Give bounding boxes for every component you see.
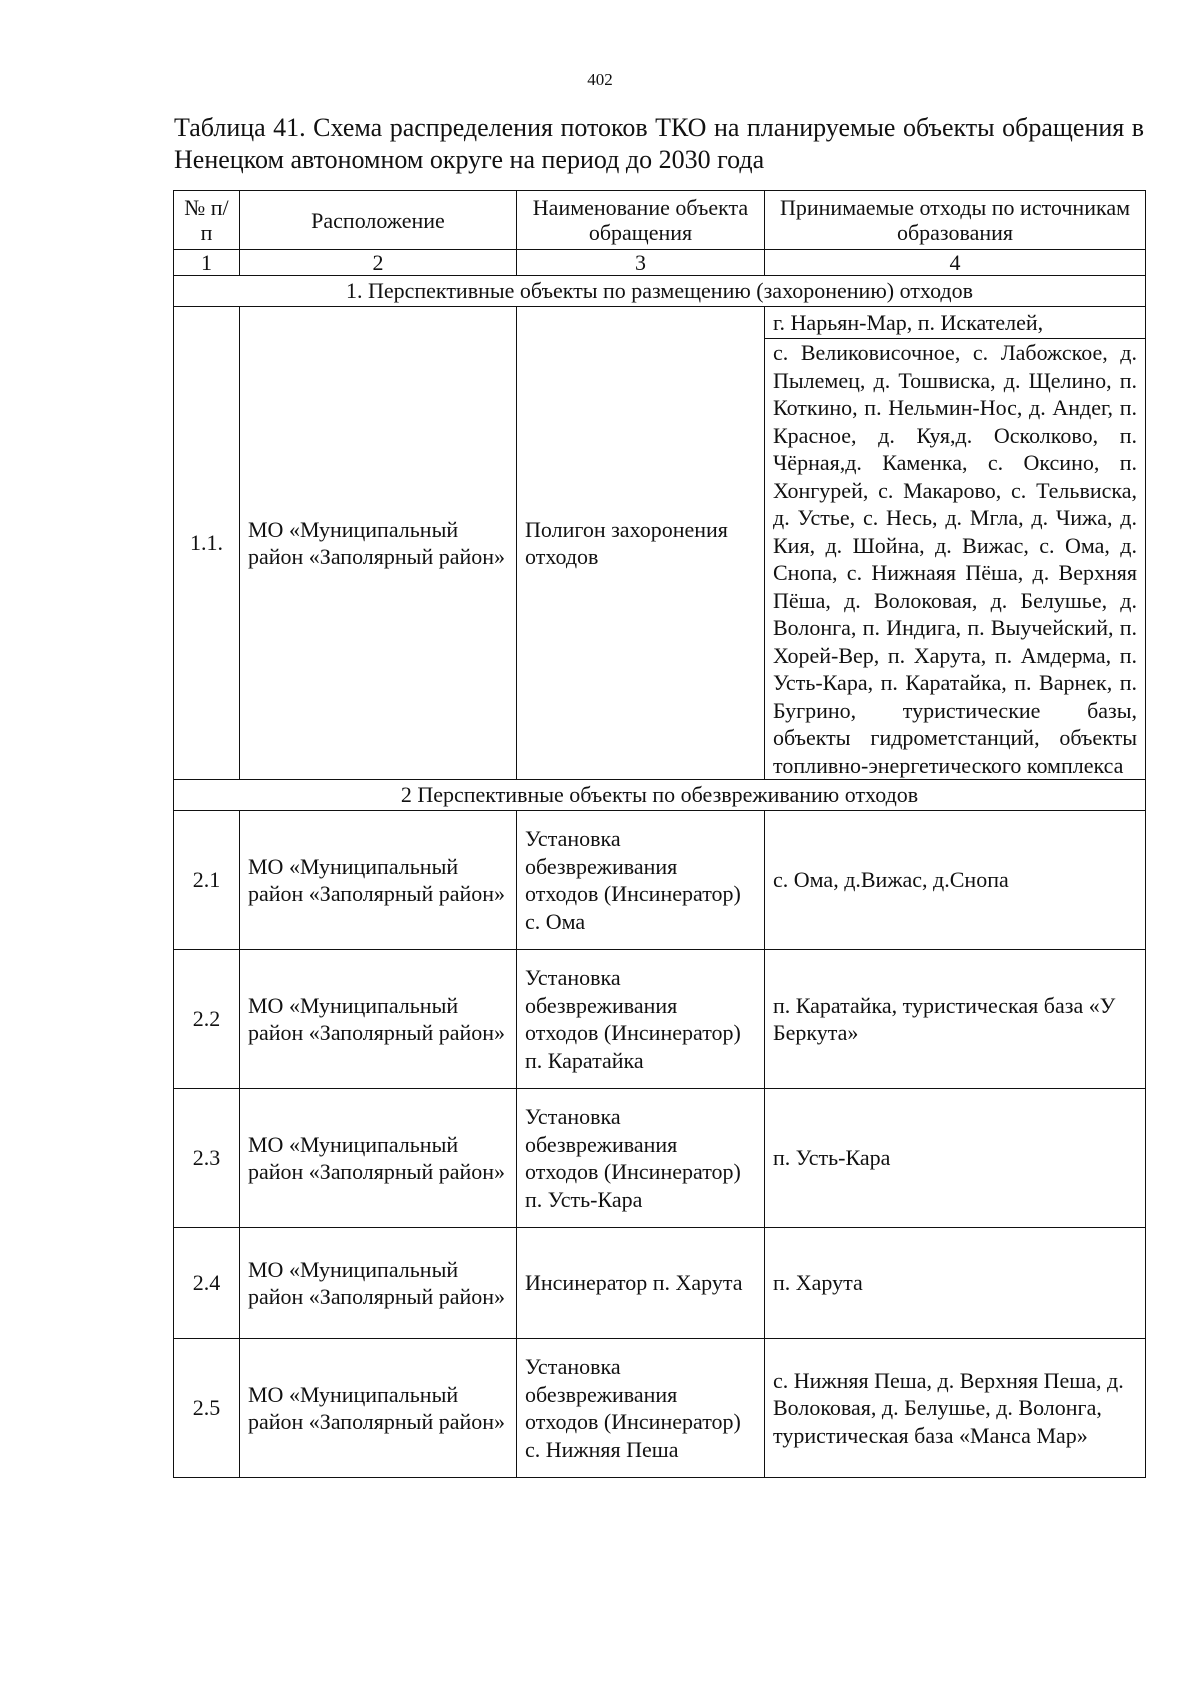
row-location: МО «Муниципальный район «Заполярный район» <box>240 1228 517 1339</box>
column-number-row <box>174 250 1146 276</box>
row-object-name: Установка обезвреживания отходов (Инсинератор) п. Каратайка <box>517 950 765 1089</box>
table-row <box>174 1089 1146 1228</box>
row-sources-first: г. Нарьян-Мар, п. Искателей, <box>765 307 1146 339</box>
row-object-name: Установка обезвреживания отходов (Инсинератор) п. Усть-Кара <box>517 1089 765 1228</box>
section-row <box>174 780 1146 811</box>
row-number: 2.2 <box>174 950 240 1089</box>
table-row <box>174 1228 1146 1339</box>
header-waste-sources: Принимаемые отходы по источникам образования <box>765 191 1146 250</box>
column-number: 3 <box>517 250 765 276</box>
header-location: Расположение <box>240 191 517 250</box>
row-number: 2.4 <box>174 1228 240 1339</box>
section-title-neutralization: 2 Перспективные объекты по обезвреживанию отходов <box>174 780 1146 811</box>
table-row <box>174 1339 1146 1478</box>
row-location: МО «Муниципальный район «Заполярный район» <box>240 1339 517 1478</box>
row-location: МО «Муниципальный район «Заполярный район» <box>240 950 517 1089</box>
row-number: 2.3 <box>174 1089 240 1228</box>
row-object-name: Инсинератор п. Харута <box>517 1228 765 1339</box>
table-row <box>174 811 1146 950</box>
row-object-name: Установка обезвреживания отходов (Инсинератор) с. Ома <box>517 811 765 950</box>
page-number: 402 <box>587 70 613 89</box>
row-object-name: Установка обезвреживания отходов (Инсинератор) с. Нижняя Пеша <box>517 1339 765 1478</box>
row-sources: с. Великовисочное, с. Лабожское, д. Пылемец, д. Тошвиска, д. Щелино, п. Коткино, п. Нельмин-Нос, д. Андег, п. Красное, д. Куя,д. Осколково, п. Чёрная,д. Каменка, с. Оксино, п. Хонгурей, с. Макарово, с. Тельвиска, д. Устье, с. Несь, д. Мгла, д. Чижа, д. Кия, д. Шойна, д. Вижас, с. Ома, д. Снопа, с. Нижнаяя Пёша, д. Верхняя Пёша, д. Волоковая, д. Белушье, д. Волонга, п. Индига, п. Выучейский, п. Хорей-Вер, п. Харута, п. Амдерма, п. Усть-Кара, п. Каратайка, п. Варнек, п. Бугрино, туристические базы, объекты гидрометстанций, объекты топливно-энергетического комплекса <box>765 339 1146 780</box>
row-number: 2.1 <box>174 811 240 950</box>
row-sources: с. Ома, д.Вижас, д.Снопа <box>765 811 1146 950</box>
section-title-disposal: 1. Перспективные объекты по размещению (захоронению) отходов <box>174 276 1146 307</box>
row-sources: п. Харута <box>765 1228 1146 1339</box>
table-row <box>174 950 1146 1089</box>
column-number: 2 <box>240 250 517 276</box>
row-number: 2.5 <box>174 1339 240 1478</box>
row-location: МО «Муниципальный район «Заполярный район» <box>240 1089 517 1228</box>
row-object-name: Полигон захоронения отходов <box>517 307 765 780</box>
row-sources: п. Усть-Кара <box>765 1089 1146 1228</box>
column-number: 1 <box>174 250 240 276</box>
table-caption: Таблица 41. Схема распределения потоков ТКО на планируемые объекты обращения в Ненецком автономном округе на период до 2030 года <box>174 113 1144 174</box>
row-location: МО «Муниципальный район «Заполярный район» <box>240 307 517 780</box>
table-header-row <box>174 191 1146 250</box>
table-row <box>174 307 1146 339</box>
row-sources: п. Каратайка, туристическая база «У Беркута» <box>765 950 1146 1089</box>
section-row <box>174 276 1146 307</box>
row-sources: с. Нижняя Пеша, д. Верхняя Пеша, д. Волоковая, д. Белушье, д. Волонга, туристическая база «Манса Мар» <box>765 1339 1146 1478</box>
header-num: № п/п <box>174 191 240 250</box>
row-location: МО «Муниципальный район «Заполярный район» <box>240 811 517 950</box>
column-number: 4 <box>765 250 1146 276</box>
row-number: 1.1. <box>174 307 240 780</box>
waste-flow-table <box>173 190 1146 1478</box>
header-object-name: Наименование объекта обращения <box>517 191 765 250</box>
